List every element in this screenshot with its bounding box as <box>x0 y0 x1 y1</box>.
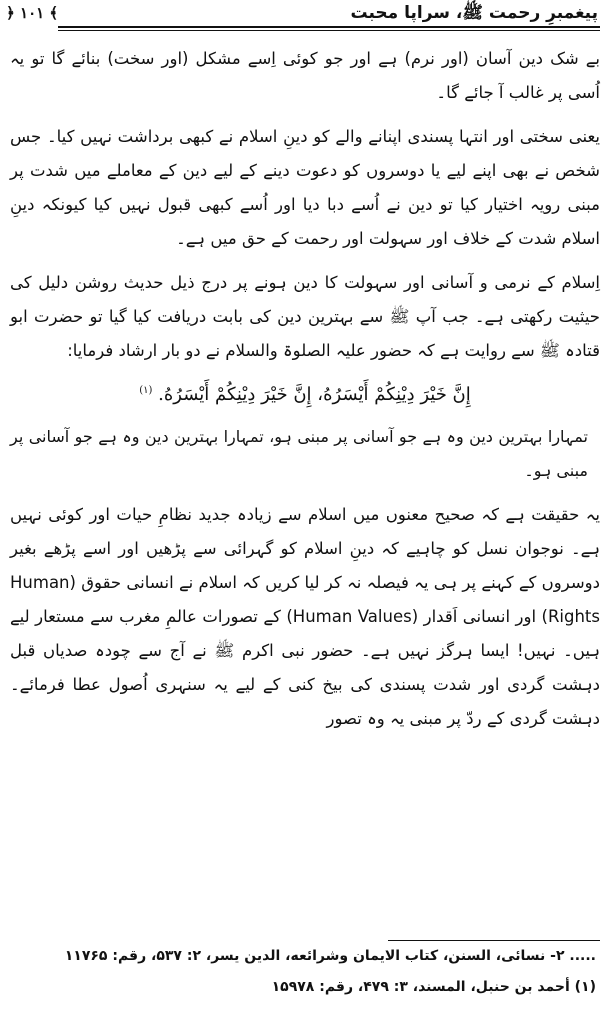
paragraph-1: بے شک دین آسان (اور نرم) ہے اور جو کوئی اِسے مشکل (اور سخت) بنائے گا تو یہ اُسی پر غالب آ جائے گا۔ <box>10 49 600 102</box>
page-number: ﴿ ۱۰۱ ﴾ <box>6 4 59 22</box>
page-header <box>0 0 608 34</box>
hadith-quote <box>10 378 600 412</box>
paragraph-4: یہ حقیقت ہے کہ صحیح معنوں میں اسلام سے زیادہ جدید نظامِ حیات اور کوئی نہیں ہے۔ نوجوان نسل کو چاہیے کہ دینِ اسلام کو گہرائی سے پڑھیں اور اسے پڑھے بغیر دوسروں کے کہنے پر ہی یہ فیصلہ نہ کر لیا کریں کہ اسلام نے انسانی حقوق (Human Rights) اور انسانی اَقدار (Human Values) کے تصورات عالمِ مغرب سے مستعار لیے ہیں۔ نہیں! ایسا ہرگز نہیں ہے۔ حضور نبی اکرم ﷺ نے آج سے چودہ صدیاں قبل دہشت گردی اور شدت پسندی کی بیخ کنی کے لیے یہ سنہری اُصول عطا فرمائے۔ دہشت گردی کے ردّ پر مبنی یہ وہ تصور <box>10 505 600 728</box>
paragraph-3: اِسلام کے نرمی و آسانی اور سہولت کا دین ہونے پر درج ذیل حدیث روشن دلیل کی حیثیت رکھتی ہے۔ جب آپ ﷺ سے بہترین دین کی بابت دریافت کیا گیا تو حضرت ابو قتادہ ﷺ سے روایت ہے کہ حضور علیہ الصلوۃ والسلام نے دو بار ارشاد فرمایا: <box>10 273 600 360</box>
footnotes <box>12 944 596 1006</box>
footnote-separator <box>388 940 600 941</box>
hadith-arabic-text: إِنَّ خَيْرَ دِيْنِكُمْ أَيْسَرُهُ، إِنَّ خَيْرَ دِيْنِكُمْ أَيْسَرُهُ. <box>158 384 471 405</box>
header-rule <box>58 26 600 28</box>
hadith-translation: تمہارا بہترین دین وہ ہے جو آسانی پر مبنی ہو، تمہارا بہترین دین وہ ہے جو آسانی پر مبنی ہو۔ <box>10 427 588 480</box>
paragraph-2: یعنی سختی اور انتہا پسندی اپنانے والے کو دینِ اسلام نے کبھی برداشت نہیں کیا۔ جس شخص نے بھی اپنے لیے یا دوسروں کو دعوت دینے کے لیے دین کے معاملے میں شدت پر مبنی رویہ اختیار کیا تو دین نے اُسے دبا دیا اور اُسے کبھی قبول نہیں کیا کیونکہ دینِ اسلام شدت کے خلاف اور سہولت اور رحمت کے حق میں ہے۔ <box>10 127 600 248</box>
running-title: پیغمبرِ رحمت ﷺ، سراپا محبت <box>350 3 598 23</box>
page-body <box>10 42 600 746</box>
footnote-2: ..... ۲- نسائی، السنن، كتاب الايمان وشرائعه، الدين يسر، ۲: ۵۳۷، رقم: ۱۱۷۶۵ <box>64 948 596 964</box>
header-rule-thin <box>58 30 600 31</box>
footnote-1: (۱) أحمد بن حنبل، المسند، ۳: ۴۷۹، رقم: ۱۵۹۷۸ <box>271 979 596 995</box>
footnote-marker: (۱) <box>139 385 153 396</box>
